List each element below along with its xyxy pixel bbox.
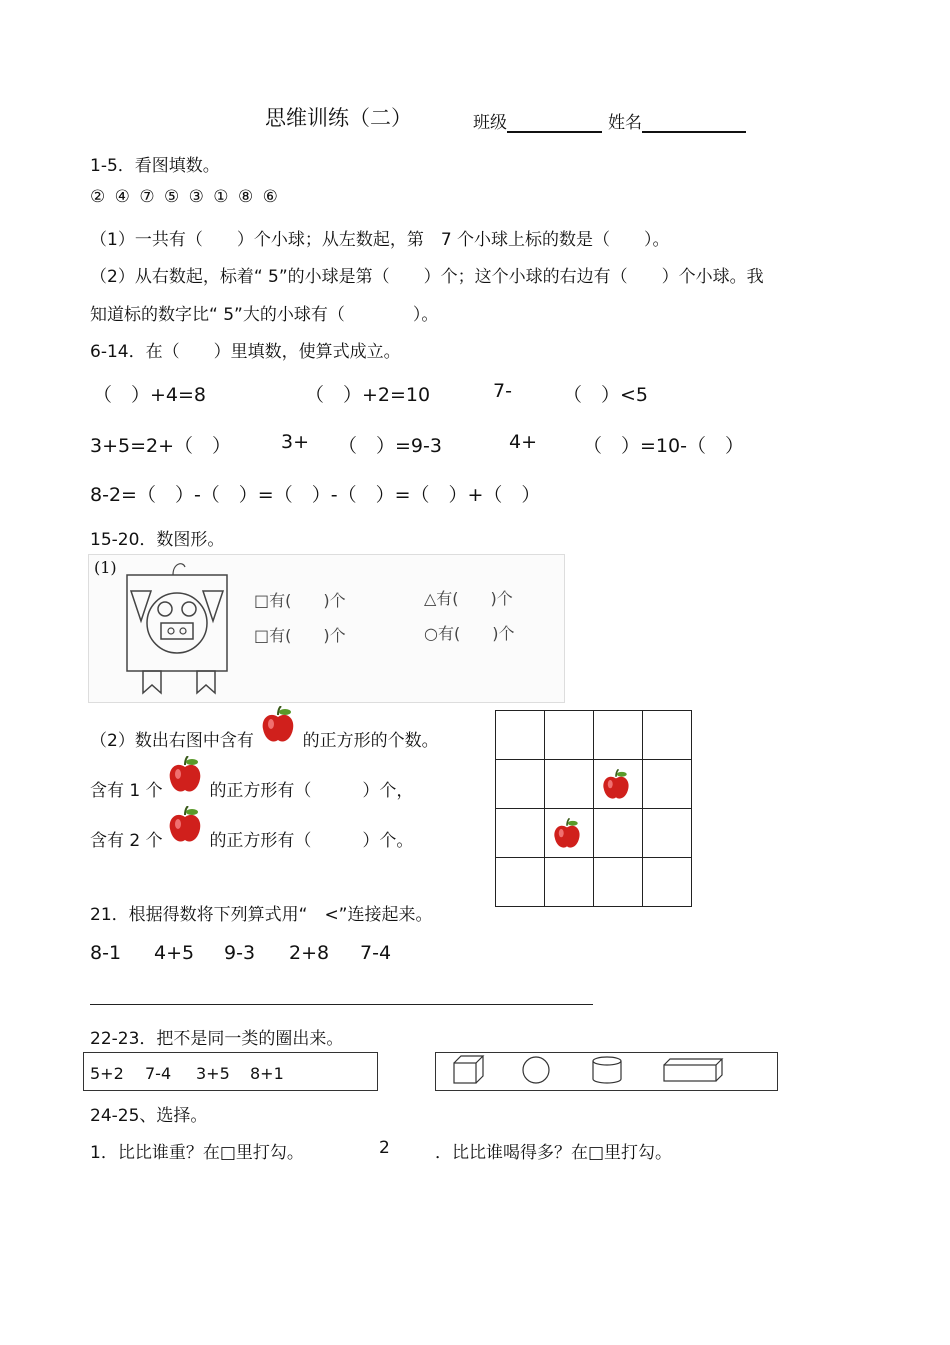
group-expr[interactable]: 3+5 xyxy=(196,1064,230,1083)
class-label: 班级 xyxy=(473,113,507,133)
circle-count-label: ○有( )个 xyxy=(424,624,515,643)
triangle-count-label: △有( )个 xyxy=(424,589,513,608)
ball: ① xyxy=(213,187,231,207)
nostril-circle xyxy=(180,628,186,634)
contain1-line xyxy=(90,776,413,801)
group-expr[interactable]: 8+1 xyxy=(250,1064,284,1083)
eq-row2-e: （ ）=10-（ ） xyxy=(583,435,744,457)
nostril-circle xyxy=(168,628,174,634)
apple-icon xyxy=(259,726,297,746)
grid-cell xyxy=(594,711,643,760)
apple-icon xyxy=(553,818,581,850)
grid-cell xyxy=(545,711,594,760)
grid-cell xyxy=(594,760,643,809)
name-blank[interactable] xyxy=(642,113,746,133)
shape-figure-panel xyxy=(88,554,565,703)
ball: ⑦ xyxy=(139,187,157,207)
cuboid-icon[interactable] xyxy=(664,1059,722,1081)
q24-item1: 1．比比谁重？在□里打勾。 xyxy=(90,1143,304,1163)
class-blank[interactable] xyxy=(507,113,602,133)
q21-expr: 7-4 xyxy=(360,942,392,964)
eq-row1-c: 7- xyxy=(493,380,512,402)
eq-row2-b: 3+ xyxy=(281,431,310,453)
q21-heading: 21．根据得数将下列算式用“ <”连接起来。 xyxy=(90,905,433,925)
eye-circle xyxy=(158,602,172,616)
shape-group-figures xyxy=(436,1053,777,1090)
circle-icon[interactable] xyxy=(523,1057,549,1083)
page-title: 思维训练（二） xyxy=(265,106,412,130)
name-field[interactable] xyxy=(608,108,746,133)
nose-rect xyxy=(161,623,193,639)
q24-25-heading: 24-25、选择。 xyxy=(90,1106,208,1126)
grid-cell xyxy=(643,809,692,858)
q1-line3: 知道标的数字比“ 5”大的小球有（ ）。 xyxy=(90,305,439,325)
grid-cell xyxy=(496,760,545,809)
q24-item2-number: 2 xyxy=(379,1138,390,1158)
eq-row2-a: 3+5=2+（ ） xyxy=(90,435,232,457)
ball: ③ xyxy=(188,187,206,207)
ball: ⑧ xyxy=(237,187,256,207)
grid-cell xyxy=(643,858,692,907)
eq-row1-a: （ ）+4=8 xyxy=(93,384,207,406)
contain2-suffix: 的正方形有（ ）个。 xyxy=(209,831,414,851)
grid-cell xyxy=(643,711,692,760)
ball: ② xyxy=(90,187,108,207)
contain1-suffix: 的正方形有（ ）个， xyxy=(209,781,414,801)
q21-expr: 8-1 xyxy=(90,942,122,964)
q15-20-heading: 15-20．数图形。 xyxy=(90,530,225,550)
eq-row1-d: （ ）<5 xyxy=(563,384,649,406)
square-count-label: □有( )个 xyxy=(254,591,346,610)
right-leg xyxy=(197,671,215,693)
ball: ⑥ xyxy=(262,187,280,207)
contain2-prefix: 含有 2 个 xyxy=(90,831,163,851)
grid-cell xyxy=(496,858,545,907)
group-expr[interactable]: 5+2 xyxy=(90,1064,124,1083)
class-field[interactable] xyxy=(473,108,602,133)
name-label: 姓名 xyxy=(608,113,642,133)
rect-count-label: □有( )个 xyxy=(254,626,346,645)
eq-row2-c: （ ）=9-3 xyxy=(338,435,442,457)
part2-prefix: （2）数出右图中含有 xyxy=(90,731,254,751)
q1-line2: （2）从右数起，标着“ 5”的小球是第（ ）个；这个小球的右边有（ ）个小球。我 xyxy=(90,267,764,287)
q1-line1: （1）一共有（ ）个小球；从左数起，第 7 个小球上标的数是（ ）。 xyxy=(90,230,670,250)
grid-cell xyxy=(594,858,643,907)
left-leg xyxy=(143,671,161,693)
contain2-line xyxy=(90,826,413,851)
grid-cell xyxy=(496,809,545,858)
q1-5-heading: 1-5．看图填数。 xyxy=(90,156,220,176)
group-expr[interactable]: 7-4 xyxy=(145,1064,172,1083)
q21-expr: 4+5 xyxy=(154,942,195,964)
ball: ⑤ xyxy=(163,187,182,207)
q24-item2: ．比比谁喝得多？在□里打勾。 xyxy=(435,1143,673,1163)
grid-cell xyxy=(545,858,594,907)
part1-label: (1) xyxy=(94,558,117,577)
grid-cell xyxy=(545,809,594,858)
ball-sequence xyxy=(90,187,280,207)
shape-group-box xyxy=(435,1052,778,1091)
grid-cell xyxy=(643,760,692,809)
q21-expr: 9-3 xyxy=(224,942,256,964)
q22-23-heading: 22-23．把不是同一类的圈出来。 xyxy=(90,1029,344,1049)
grid-cell xyxy=(545,760,594,809)
eq-row3: 8-2=（ ）-（ ）=（ ）-（ ）=（ ）+（ ） xyxy=(90,484,541,506)
eq-row1-b: （ ）+2=10 xyxy=(305,384,431,406)
q21-expr: 2+8 xyxy=(289,942,330,964)
cylinder-icon[interactable] xyxy=(593,1057,621,1083)
apple-icon xyxy=(602,769,630,801)
apple-icon xyxy=(168,826,204,846)
eye-circle xyxy=(182,602,196,616)
ball: ④ xyxy=(114,187,132,207)
apple-icon xyxy=(168,776,204,796)
grid-cell xyxy=(594,809,643,858)
q6-14-heading: 6-14．在（ ）里填数，使算式成立。 xyxy=(90,342,401,362)
eq-row2-d: 4+ xyxy=(509,431,538,453)
part2-line xyxy=(90,726,439,751)
grid-cell xyxy=(496,711,545,760)
robot-antenna xyxy=(173,564,185,575)
cube-icon[interactable] xyxy=(454,1056,483,1083)
robot-figure xyxy=(121,561,241,701)
contain1-prefix: 含有 1 个 xyxy=(90,781,163,801)
q21-answer-line[interactable] xyxy=(90,1004,593,1005)
apple-grid xyxy=(495,710,692,907)
expr-group-box xyxy=(83,1052,378,1091)
part2-suffix: 的正方形的个数。 xyxy=(302,731,439,751)
